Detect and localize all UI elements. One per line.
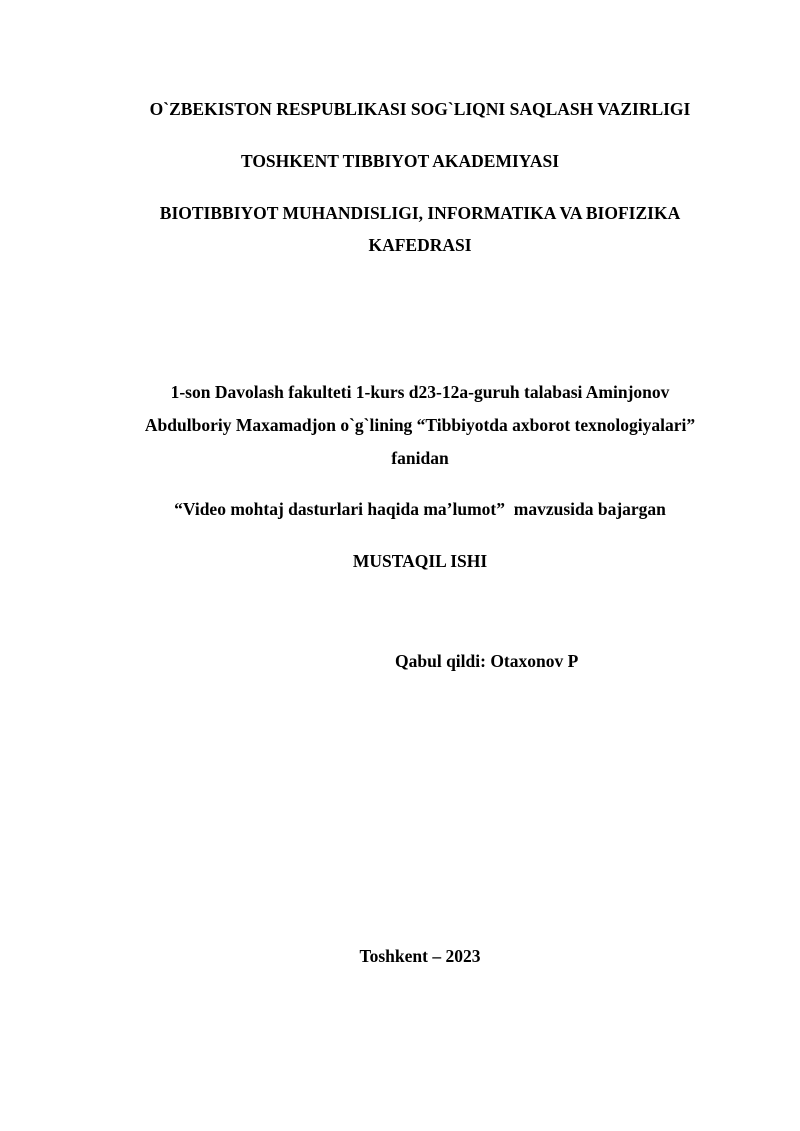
- work-type-title: MUSTAQIL ISHI: [352, 551, 488, 571]
- student-info-line3: fanidan: [391, 448, 449, 468]
- department-heading-line2: KAFEDRASI: [368, 235, 472, 255]
- accepted-by: Qabul qildi: Otaxonov P: [395, 651, 579, 671]
- city-year: Toshkent – 2023: [359, 946, 481, 966]
- ministry-heading: O`ZBEKISTON RESPUBLIKASI SOG`LIQNI SAQLASH VAZIRLIGI: [149, 99, 691, 119]
- topic-line: “Video mohtaj dasturlari haqida ma’lumot” mavzusida bajargan: [174, 499, 666, 519]
- student-info-line1: 1-son Davolash fakulteti 1-kurs d23-12a-guruh talabasi Aminjonov: [170, 382, 670, 402]
- student-info-line2: Abdulboriy Maxamadjon o`g`lining “Tibbiyotda axborot texnologiyalari”: [144, 415, 696, 435]
- department-heading-line1: BIOTIBBIYOT MUHANDISLIGI, INFORMATIKA VA BIOFIZIKA: [159, 203, 681, 223]
- academy-heading: TOSHKENT TIBBIYOT AKADEMIYASI: [240, 151, 560, 171]
